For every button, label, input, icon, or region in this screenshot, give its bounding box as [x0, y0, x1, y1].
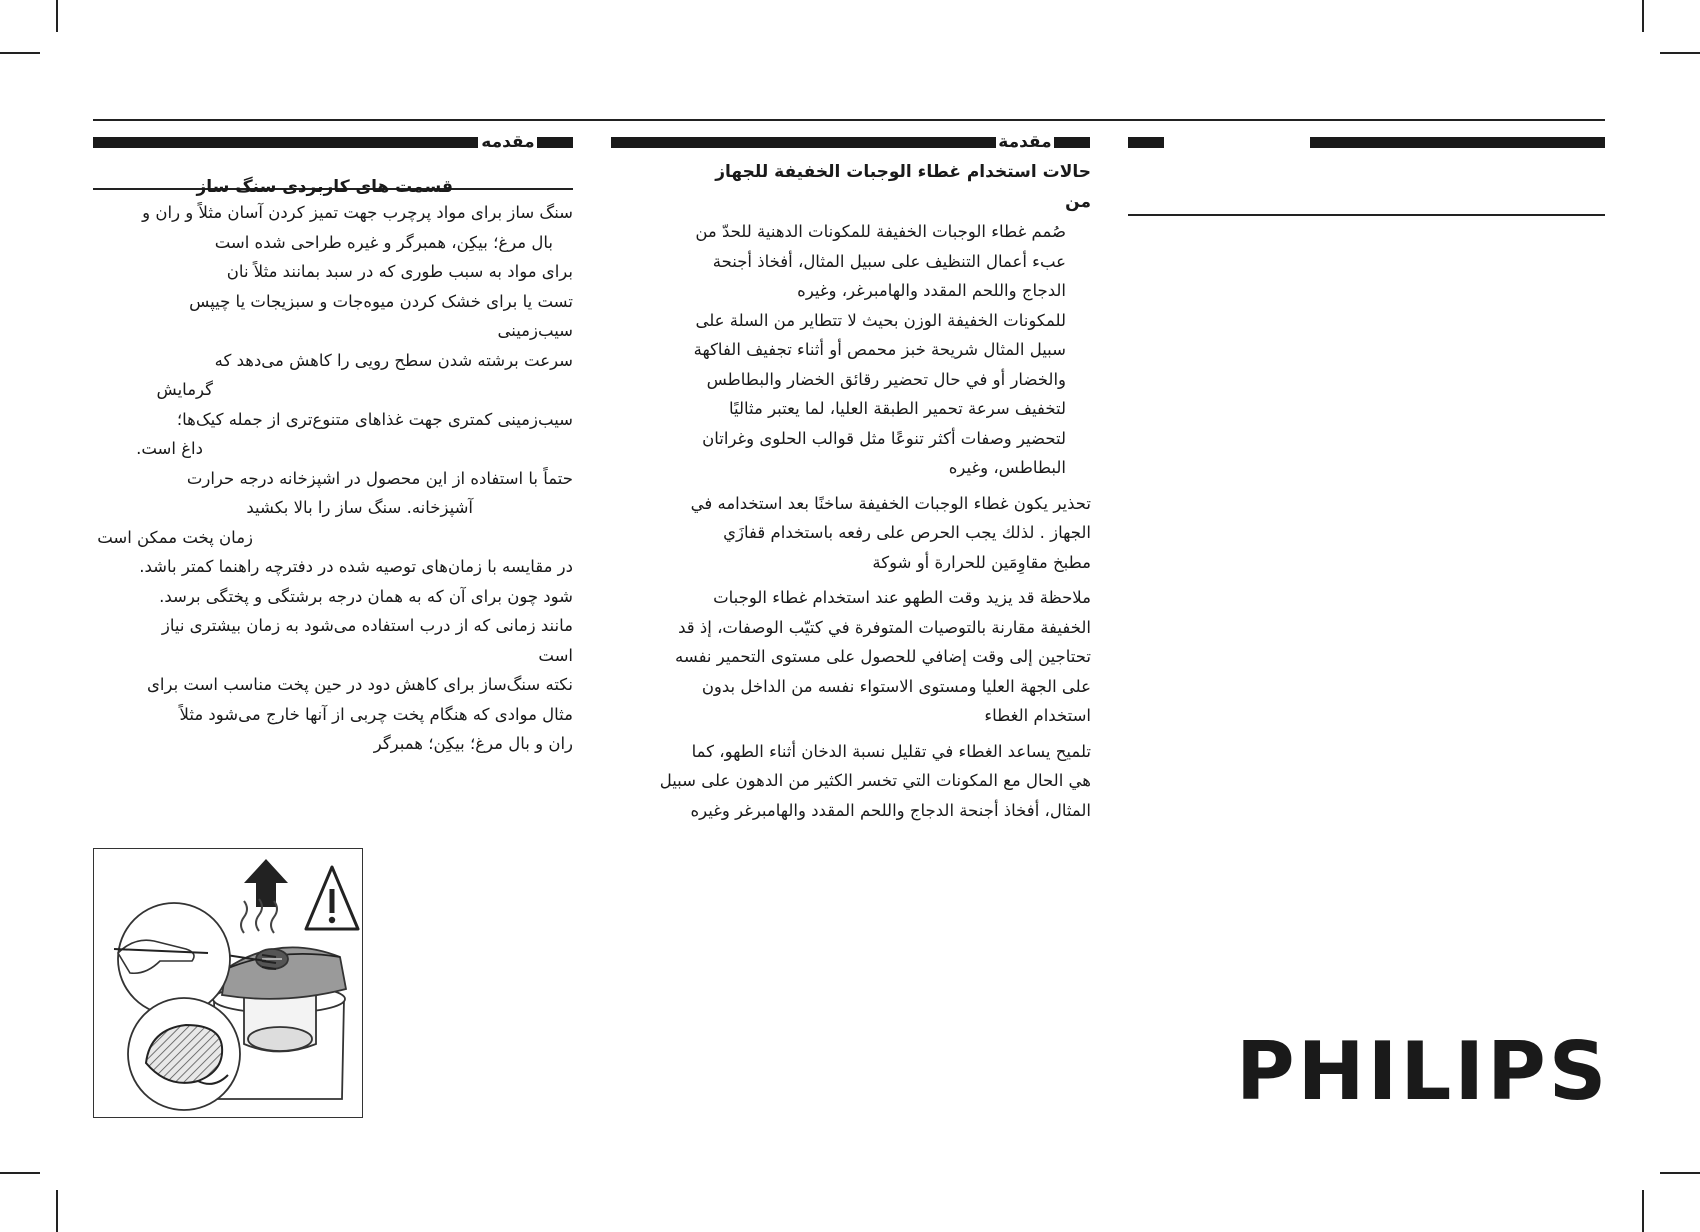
crop-mark [0, 1172, 40, 1174]
arabic-line: تحذير يكون غطاء الوجبات الخفيفة ساخنًا بعد استخدامه في [690, 493, 1091, 513]
farsi-line: آشپزخانه. سنگ ساز را بالا بکشید [246, 498, 473, 517]
arabic-line: ملاحظة قد يزيد وقت الطهو عند استخدام غطاء الوجبات [713, 588, 1091, 607]
arabic-line: الدجاج واللحم المقدد والهامبرغر، وغيره [797, 281, 1066, 300]
arabic-line: مطبخ مقاوِمَين للحرارة أو شوكة [872, 552, 1091, 572]
arrow-up-icon [244, 859, 288, 907]
farsi-line: ران و بال مرغ؛ بیکِن؛ همبرگر [373, 734, 573, 753]
right-header-bar-small [1128, 137, 1164, 148]
farsi-line: سیب‌زمینی [497, 321, 573, 340]
arabic-line: المثال، أفخاذ أجنحة الدجاج واللحم المقدد والهامبرغر وغيره [690, 800, 1091, 820]
arabic-line: لتحضير وصفات أكثر تنوعًا مثل قوالب الحلوى وغراتان [702, 428, 1066, 448]
arabic-line: على الجهة العليا ومستوى الاستواء نفسه من الداخل بدون [701, 676, 1091, 696]
arabic-line: هي الحال مع المكونات التي تخسر الكثير من الدهون على سبيل [659, 771, 1091, 790]
arabic-header-bar [611, 137, 996, 148]
farsi-line: زمان پخت ممکن است [97, 527, 253, 547]
arabic-line: لتخفيف سرعة تحمير الطبقة العليا، لما يعتبر مثاليًا [728, 399, 1066, 418]
arabic-title-line-1: حالات استخدام غطاء الوجبات الخفيفة للجهاز [715, 162, 1091, 182]
farsi-line: سنگ ساز برای مواد پرچرب جهت تمیز کردن آسان مثلاً و ران و [142, 203, 573, 222]
arabic-heading: مقدمة [998, 132, 1052, 152]
snack-cover-illustration [93, 848, 363, 1118]
farsi-line: در مقایسه با زمان‌های توصیه شده در دفترچه راهنما کمتر باشد. [139, 557, 573, 576]
crop-mark [56, 1190, 58, 1232]
arabic-title-line-2: من [1065, 191, 1091, 212]
farsi-line: سیب‌زمینی کمتری جهت غذاهای متنوع‌تری از جمله کیک‌ها؛ [176, 409, 573, 429]
crop-mark [1660, 52, 1700, 54]
farsi-line: مثال موادی که هنگام پخت چربی از آنها خارج می‌شود مثلاً [179, 704, 573, 724]
top-rule [93, 119, 1605, 121]
farsi-subheading: قسمت های کاربردی سنگ ساز [196, 177, 453, 197]
arabic-line: الخفيفة مقارنة بالتوصيات المتوفرة في كتيّب الوصفات، إذ قد [678, 617, 1091, 637]
arabic-line: البطاطس، وغيره [948, 458, 1066, 477]
arabic-column [611, 158, 1091, 825]
crop-mark [1660, 1172, 1700, 1174]
farsi-line: داغ است. [136, 439, 203, 458]
arabic-line: والخضار أو في حال تحضير رقائق الخضار والبطاطس [706, 369, 1066, 389]
arabic-line: عبء أعمال التنظيف على سبيل المثال، أفخاذ أجنحة [712, 251, 1066, 271]
farsi-header-bar-end [537, 137, 573, 148]
farsi-column [93, 176, 573, 759]
farsi-heading: مقدمه [481, 132, 535, 152]
arabic-line: سبيل المثال شريحة خبز محمص أو أثناء تجفيف الفاكهة [693, 340, 1066, 359]
arabic-line: تلميح يساعد الغطاء في تقليل نسبة الدخان أثناء الطهو، كما [691, 741, 1091, 761]
crop-mark [0, 52, 40, 54]
farsi-line: سرعت برشته شدن سطح رویی را کاهش می‌دهد که [214, 350, 573, 370]
arabic-line: استخدام الغطاء [984, 706, 1091, 725]
farsi-line: گرمایش [156, 380, 213, 399]
crop-mark [1642, 0, 1644, 32]
warning-icon [306, 867, 358, 929]
farsi-line: نکته سنگ‌ساز برای کاهش دود در حین پخت مناسب است برای [146, 675, 573, 694]
philips-logo: PHILIPS [1236, 1025, 1610, 1118]
arabic-line: للمكونات الخفيفة الوزن بحيث لا تتطاير من السلة على [695, 310, 1066, 330]
farsi-line: است [538, 645, 573, 665]
arabic-header-bar-end [1054, 137, 1090, 148]
farsi-line: حتماً با استفاده از این محصول در اشپزخانه درجه حرارت [186, 468, 573, 488]
right-column-rule [1128, 214, 1605, 216]
farsi-line: بال مرغ؛ بیکِن، همبرگر و غیره طراحی شده است [214, 232, 553, 252]
farsi-header-bar [93, 137, 478, 148]
farsi-line: برای مواد به سبب طوری که در سبد بمانند مثلاً نان [226, 262, 573, 281]
crop-mark [56, 0, 58, 32]
crop-mark [1642, 1190, 1644, 1232]
arabic-line: تحتاجين إلى وقت إضافي للحصول على مستوى التحمير نفسه [675, 647, 1091, 666]
illustration-svg [94, 849, 362, 1117]
farsi-line: تست یا برای خشک کردن میوه‌جات و سبزیجات یا چیپس [189, 291, 573, 311]
arabic-line: صُمم غطاء الوجبات الخفيفة للمكونات الدهنية للحدّ من [695, 222, 1066, 241]
arabic-line: الجهاز . لذلك يجب الحرص على رفعه باستخدام قفازَي [723, 523, 1091, 542]
right-header-bar [1310, 137, 1605, 148]
farsi-line: مانند زمانی که از درب استفاده می‌شود به زمان بیشتری نیاز [161, 616, 573, 635]
farsi-line: شود چون برای آن که به همان درجه برشتگی و پختگی برسد. [159, 586, 573, 606]
